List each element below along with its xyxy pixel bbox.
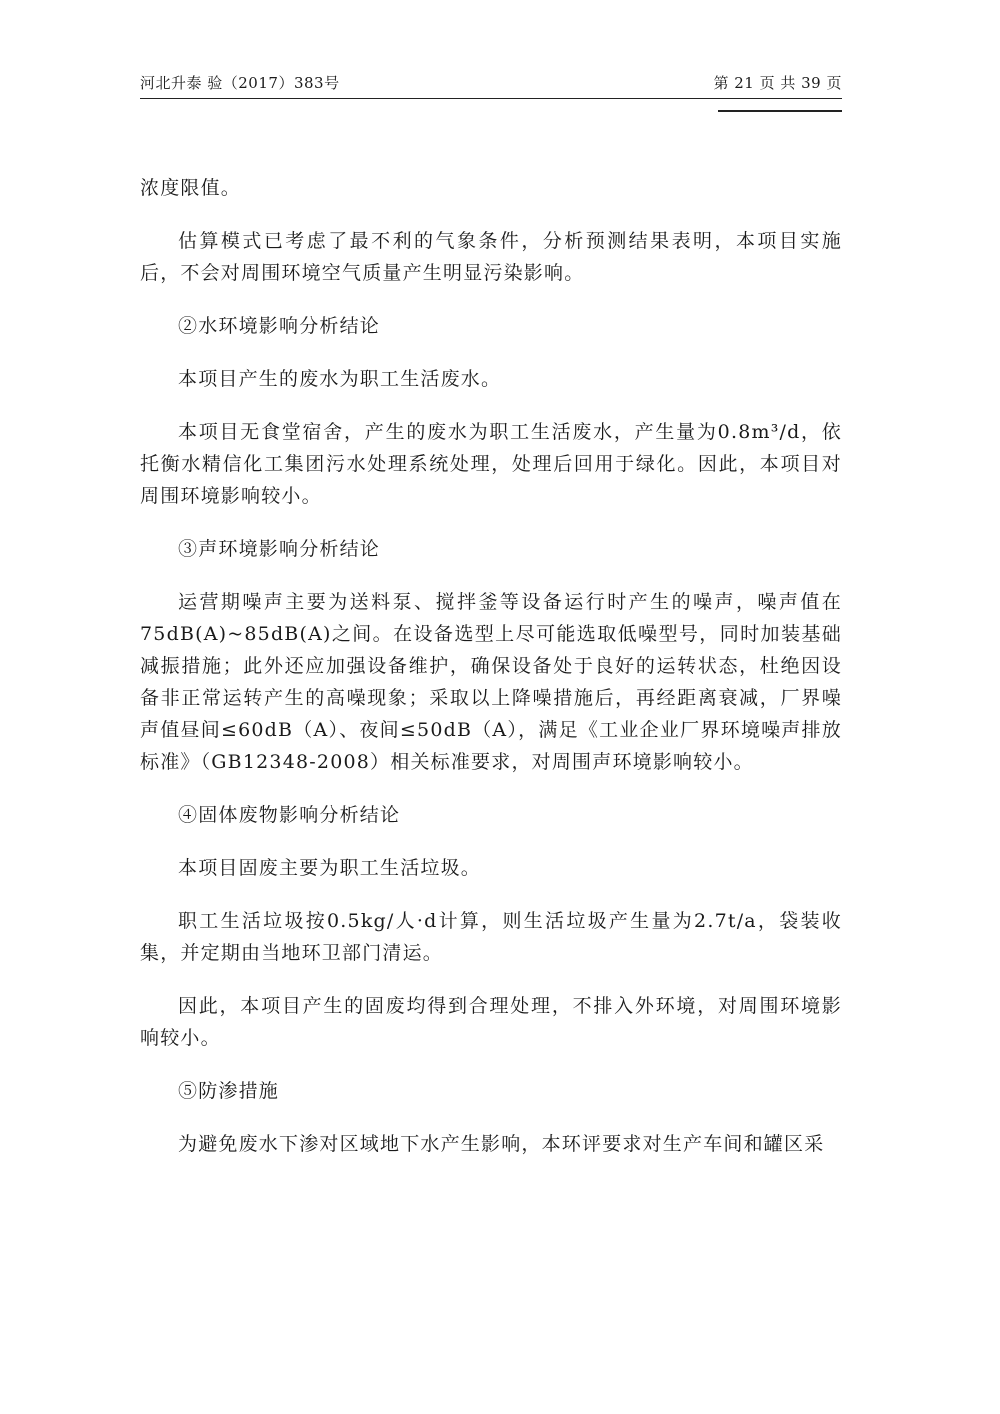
- paragraph: 职工生活垃圾按0.5kg/人·d计算，则生活垃圾产生量为2.7t/a，袋装收集，并定期由当地环卫部门清运。: [140, 910, 842, 964]
- page-number: 第 21 页 共 39 页: [713, 74, 842, 92]
- paragraph: 本项目固废主要为职工生活垃圾。: [178, 857, 482, 879]
- document-number: 河北升泰 验（2017）383号: [140, 74, 340, 92]
- section-heading: ⑤防渗措施: [178, 1080, 280, 1102]
- header-divider: [718, 110, 842, 112]
- section-heading: ③声环境影响分析结论: [178, 538, 381, 560]
- section-heading: ②水环境影响分析结论: [178, 315, 381, 337]
- section-heading: ④固体废物影响分析结论: [178, 804, 401, 826]
- paragraph: 为避免废水下渗对区域地下水产生影响，本环评要求对生产车间和罐区采: [178, 1133, 825, 1155]
- paragraph: 本项目无食堂宿舍，产生的废水为职工生活废水，产生量为0.8m³/d，依托衡水精信化工集团污水处理系统处理，处理后回用于绿化。因此，本项目对周围环境影响较小。: [140, 421, 842, 507]
- paragraph: 运营期噪声主要为送料泵、搅拌釜等设备运行时产生的噪声，噪声值在75dB(A)~85dB(A)之间。在设备选型上尽可能选取低噪型号，同时加装基础减振措施；此外还应加强设备维护，确保设备处于良好的运转状态，杜绝因设备非正常运转产生的高噪现象；采取以上降噪措施后，再经距离衰减，厂界噪声值昼间≤60dB（A）、夜间≤50dB（A），满足《工业企业厂界环境噪声排放标准》（GB12348-2008）相关标准要求，对周围声环境影响较小。: [140, 591, 842, 773]
- paragraph: 估算模式已考虑了最不利的气象条件，分析预测结果表明，本项目实施后，不会对周围环境空气质量产生明显污染影响。: [140, 230, 842, 284]
- paragraph: 浓度限值。: [140, 177, 242, 199]
- paragraph: 本项目产生的废水为职工生活废水。: [178, 368, 502, 390]
- paragraph: 因此，本项目产生的固废均得到合理处理，不排入外环境，对周围环境影响较小。: [140, 995, 842, 1049]
- page-header: [140, 70, 842, 99]
- document-body: [140, 172, 842, 1181]
